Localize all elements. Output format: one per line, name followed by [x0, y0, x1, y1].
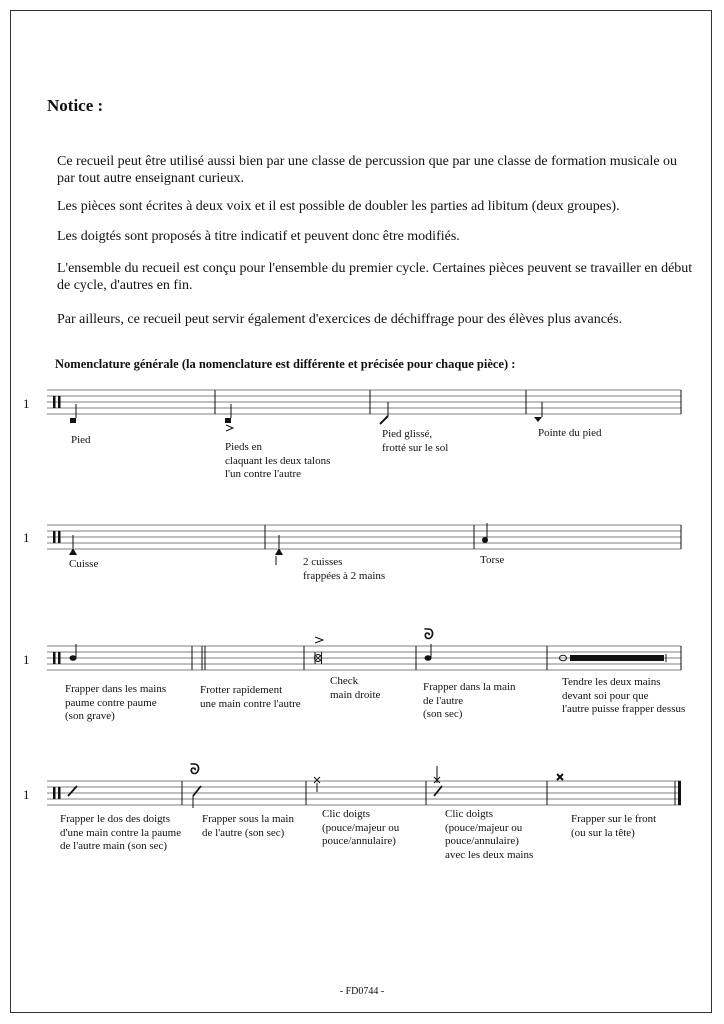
- under-hand-note-icon: [190, 762, 201, 808]
- back-of-fingers-note-icon: [68, 786, 77, 796]
- svg-text:ᘐ: ᘐ: [424, 627, 434, 643]
- torse-note-icon: [482, 523, 488, 543]
- staff-1-label-3: Pied glissé, frotté sur le sol: [382, 428, 449, 454]
- staff-4-label-3: Clic doigts (pouce/majeur ou pouce/annulaire): [322, 808, 400, 847]
- staff-2-label-2: 2 cuisses frappées à 2 mains: [303, 556, 386, 582]
- notice-paragraph-1: Ce recueil peut être utilisé aussi bien par une classe de percussion que par une classe de formation musicale ou par tout autre enseignant curieux.: [57, 154, 678, 186]
- foot-note-icon: [70, 404, 76, 423]
- slide-note-icon: [380, 402, 388, 424]
- staff-1-label-4: Pointe du pied: [538, 427, 602, 439]
- hand-slap-note-icon: [424, 627, 434, 661]
- staff-3-number: 1: [23, 652, 30, 667]
- staff-4-number: 1: [23, 787, 30, 802]
- staff-1: [0, 380, 724, 430]
- notice-paragraph-2: Les pièces sont écrites à deux voix et il est possible de doubler les parties ad libitum (deux groupes).: [57, 199, 620, 214]
- notice-paragraph-5: Par ailleurs, ce recueil peut servir également d'exercices de déchiffrage pour des élèves plus avancés.: [57, 312, 623, 327]
- staff-4-label-2: Frapper sous la main de l'autre (son sec): [202, 813, 294, 839]
- staff-1-label-2: Pieds en claquant les deux talons l'un contre l'autre: [225, 441, 331, 480]
- notice-paragraph-3: Les doigtés sont proposés à titre indicatif et peuvent donc être modifiés.: [57, 229, 460, 244]
- finger-snap-note-icon: [314, 777, 320, 792]
- two-thighs-note-icon: [275, 535, 283, 565]
- staff-4-label-4: Clic doigts (pouce/majeur ou pouce/annulaire) avec les deux mains: [445, 808, 534, 861]
- page-footer: - FD0744 -: [339, 986, 385, 997]
- toe-note-icon: [534, 402, 542, 422]
- staff-3-label-3: Check main droite: [330, 675, 381, 701]
- staff-3-label-5: Tendre les deux mains devant soi pour que l'autre puisse frapper dessus: [562, 676, 686, 715]
- staff-3-label-1: Frapper dans les mains paume contre paume (son grave): [65, 683, 167, 722]
- svg-text:ᘐ: ᘐ: [190, 762, 200, 778]
- clap-note-icon: [70, 644, 77, 661]
- staff-4-label-5: Frapper sur le front (ou sur la tête): [571, 813, 657, 839]
- staff-2-label-3: Torse: [480, 554, 505, 566]
- staff-3-label-2: Frotter rapidement une main contre l'autre: [200, 684, 301, 710]
- extended-hands-note-icon: [560, 654, 667, 662]
- check-note-icon: [315, 637, 324, 664]
- nomenclature-heading: Nomenclature générale (la nomenclature est différente et précisée pour chaque pièce) :: [55, 357, 516, 371]
- notice-paragraph-4: L'ensemble du recueil est conçu pour l'ensemble du premier cycle. Certaines pièces peuvent se travailler en début de cycle, d'autres en fin.: [57, 261, 693, 293]
- forehead-note-icon: [557, 774, 563, 780]
- staff-2-number: 1: [23, 530, 30, 545]
- thigh-note-icon: [69, 535, 77, 555]
- staff-2-label-1: Cuisse: [69, 558, 99, 570]
- notice-title: Notice :: [47, 96, 104, 115]
- staff-3-label-4: Frapper dans la main de l'autre (son sec): [423, 681, 516, 720]
- staff-4-label-1: Frapper le dos des doigts d'une main contre la paume de l'autre main (son sec): [60, 813, 182, 852]
- staff-1-label-1: Pied: [71, 434, 91, 446]
- staff-1-number: 1: [23, 396, 30, 411]
